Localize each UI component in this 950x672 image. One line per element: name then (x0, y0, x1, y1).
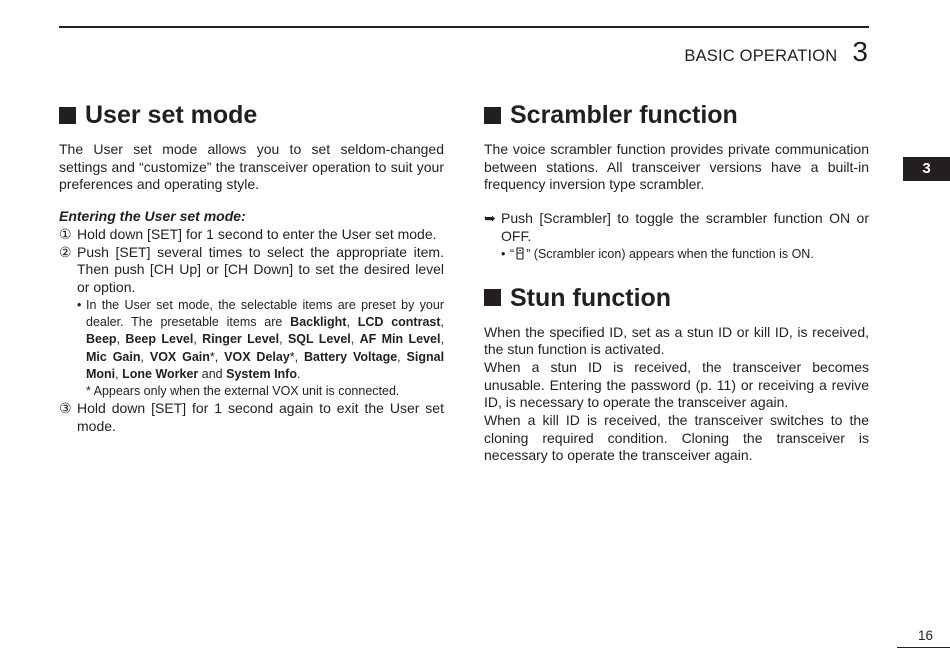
scrambler-intro: The voice scrambler function provides private communication between stations. All transceiver versions have a built-in frequency inversion type scrambler. (484, 141, 869, 193)
step-1 (59, 226, 444, 244)
item-lone-worker: Lone Worker (122, 366, 199, 381)
item-ringer-level: Ringer Level (202, 332, 280, 347)
asterisk-note: * Appears only when the external VOX unit is connected. (86, 384, 400, 399)
scrambler-icon (515, 247, 525, 260)
item-beep-level: Beep Level (125, 332, 194, 347)
items-note: • In the User set mode, the selectable items are preset by your dealer. The presetable items are Backlight, LCD contrast, Beep, Beep Level, Ringer Level, SQL Level, AF Min Level, Mic Gain, VOX Gain*, VOX Delay*, Battery Voltage, Signal Moni, Lone Worker and System Info. (77, 297, 444, 383)
step-text: Hold down [SET] for 1 second again to exit the User set mode. (77, 400, 444, 435)
item-backlight: Backlight (290, 314, 347, 329)
item-mic-gain: Mic Gain (86, 349, 141, 364)
item-vox-delay: VOX Delay (224, 349, 290, 364)
item-signal-moni: Signal Moni (86, 349, 445, 381)
step-marker: ① (59, 225, 72, 242)
item-vox-gain: VOX Gain (149, 349, 210, 364)
arrow-bullet-icon: ➥ (484, 210, 496, 227)
scrambler-instruction: ➥ Push [Scrambler] to toggle the scrambler function ON or OFF. (484, 210, 869, 244)
stun-paragraph-1: When the specified ID, set as a stun ID or kill ID, is received, the stun function is activated. (484, 323, 869, 358)
step-2 (59, 244, 444, 297)
items-note-text: In the User set mode, the selectable items are preset by your dealer. The presetable items are Backlight, LCD contrast, Beep, Beep Level, Ringer Level, SQL Level, AF Min Level, Mic Gain, VOX Gain*, VOX Delay*, Battery Voltage, Signal Moni, Lone Worker and System Info. (86, 297, 445, 381)
square-bullet-icon (59, 107, 76, 124)
item-lcd-contrast: LCD contrast (357, 314, 441, 329)
item-sql-level: SQL Level (287, 332, 351, 347)
square-bullet-icon (484, 107, 501, 124)
item-battery-voltage: Battery Voltage (304, 349, 398, 364)
right-column (484, 101, 869, 465)
chapter-tab: 3 (903, 157, 950, 181)
top-rule (59, 26, 869, 28)
scrambler-icon-note: • “ ” (Scrambler icon) appears when the function is ON. (501, 246, 814, 261)
stun-paragraph-2: When a stun ID is received, the transceiver becomes unusable. Entering the password (p. 11) or receiving a revive ID, is necessary to operate the transceiver again. (484, 358, 869, 411)
page-number: 16 (917, 628, 933, 643)
user-set-mode-section (59, 101, 444, 436)
user-set-mode-heading: User set mode (59, 101, 444, 129)
page-header (684, 36, 868, 68)
chapter-number: 3 (852, 36, 868, 67)
step-marker: ③ (59, 400, 72, 417)
section-title: BASIC OPERATION (684, 47, 838, 65)
stun-paragraph-3: When a kill ID is received, the transceiver switches to the cloning required condition. Cloning the transceiver is necessary to operate the transceiver again. (484, 412, 869, 464)
step-marker: ② (59, 243, 72, 260)
step-text: Hold down [SET] for 1 second to enter the User set mode. (77, 225, 437, 242)
stun-heading: Stun function (484, 284, 869, 312)
entering-subheading: Entering the User set mode: (59, 208, 246, 225)
item-beep: Beep (86, 332, 117, 347)
scrambler-heading: Scrambler function (484, 101, 869, 129)
step-text: Push [SET] several times to select the appropriate item. Then push [CH Up] or [CH Down] to set the desired level or option. (77, 243, 444, 295)
square-bullet-icon (484, 289, 501, 306)
step-3 (59, 400, 444, 435)
item-af-min-level: AF Min Level (359, 332, 441, 347)
user-set-mode-intro: The User set mode allows you to set seldom-changed settings and “customize” the transceiver operation to suit your preferences and operating style. (59, 141, 444, 193)
item-system-info: System Info (226, 366, 297, 381)
bottom-rule (897, 647, 950, 648)
